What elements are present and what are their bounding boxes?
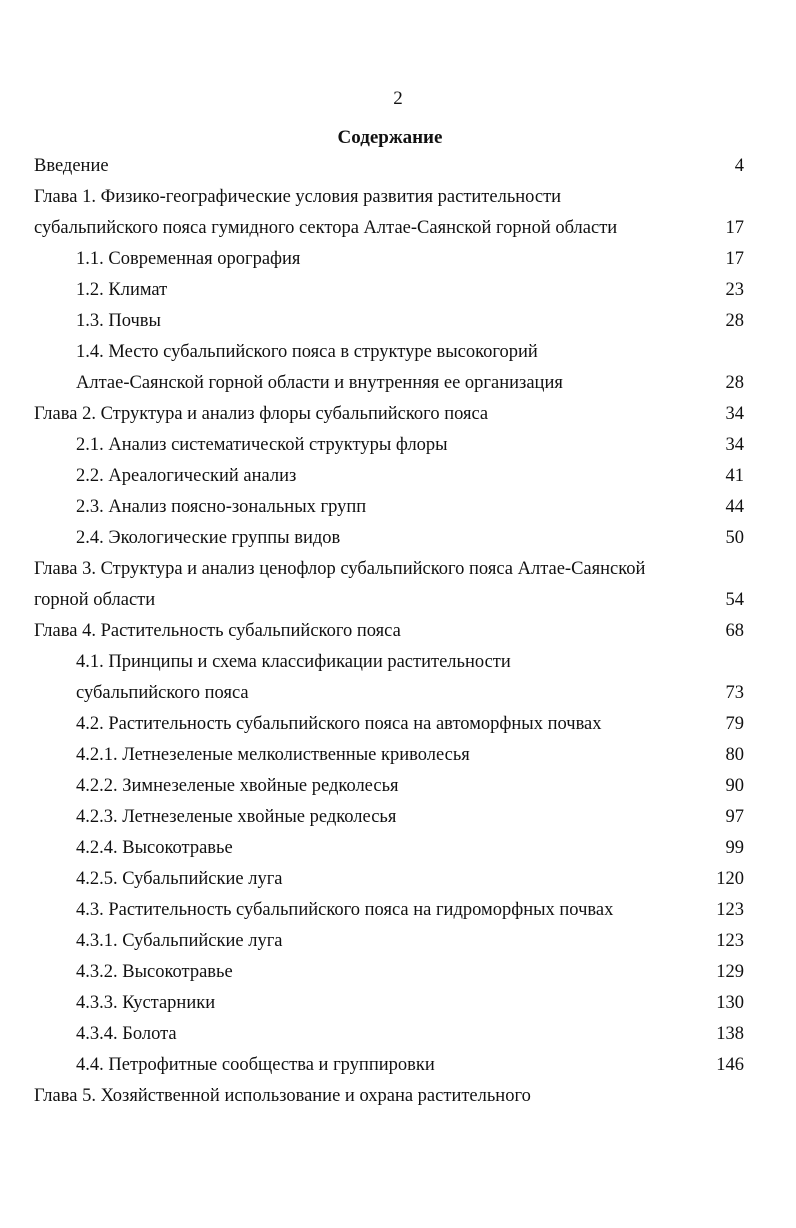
toc-entry [0,430,796,461]
toc-entry-text: 4.3.2. Высокотравье [76,962,233,982]
toc-entry [0,461,796,492]
page-number: 2 [393,88,403,109]
toc-entry [0,988,796,1019]
toc-entry [0,554,796,616]
toc-entry-text: 4.4. Петрофитные сообщества и группировки [76,1055,435,1075]
toc-entry-text: Глава 3. Структура и анализ ценофлор субальпийского пояса Алтае-Саянской горной области [34,559,646,610]
toc-entry [0,802,796,833]
toc-entry [0,1081,796,1112]
toc-entry-page: 34 [725,404,744,424]
toc-entry [0,957,796,988]
toc-entry [0,647,796,709]
toc-entry [0,833,796,864]
toc-entry-text: 4.2.4. Высокотравье [76,838,233,858]
toc-entry-text: 2.1. Анализ систематической структуры флоры [76,435,448,455]
toc-entry-page: 90 [725,776,744,796]
page-title: Содержание [337,127,443,148]
toc-entry [0,895,796,926]
toc-entry-text: Глава 1. Физико-географические условия развития растительности субальпийского пояса гумидного сектора Алтае-Саянской горной области [34,187,618,238]
toc-entry [0,244,796,275]
toc-entry [0,306,796,337]
toc-entry [0,864,796,895]
toc-entry-text: 4.2. Растительность субальпийского пояса на автоморфных почвах [76,714,602,734]
toc-entry-text: 2.3. Анализ поясно-зональных групп [76,497,367,517]
toc-entry-page: 129 [716,962,744,982]
toc-entry-text: 4.3.3. Кустарники [76,993,216,1013]
toc-entry-text: 2.4. Экологические группы видов [76,528,341,548]
toc-entry-page: 54 [725,590,744,610]
toc-entry [0,275,796,306]
toc-entry-text: 1.2. Климат [76,280,168,300]
toc-entry-text: 4.1. Принципы и схема классификации растительности субальпийского пояса [76,652,511,703]
toc-entry-page: 23 [725,280,744,300]
table-of-contents [0,151,796,1112]
toc-entry [0,399,796,430]
toc-entry-page: 41 [725,466,744,486]
toc-entry-page: 44 [725,497,744,517]
toc-entry [0,182,796,244]
toc-entry [0,492,796,523]
toc-entry [0,1019,796,1050]
toc-entry-text: Введение [34,156,109,176]
toc-entry-text: 4.2.5. Субальпийские луга [76,869,283,889]
toc-entry-page: 123 [716,931,744,951]
toc-entry-page: 68 [725,621,744,641]
toc-entry-page: 50 [725,528,744,548]
toc-entry [0,151,796,182]
toc-entry-text: 1.1. Современная орография [76,249,301,269]
toc-entry [0,771,796,802]
toc-entry-page: 34 [725,435,744,455]
toc-entry-text: Глава 5. Хозяйственной использование и охрана растительного [34,1086,531,1106]
toc-entry-page: 79 [725,714,744,734]
toc-entry-text: 4.3.1. Субальпийские луга [76,931,283,951]
toc-entry-page: 28 [725,311,744,331]
toc-entry [0,1050,796,1081]
toc-entry-page: 80 [725,745,744,765]
toc-entry-text: 4.3. Растительность субальпийского пояса на гидроморфных почвах [76,900,614,920]
toc-entry-text: 2.2. Ареалогический анализ [76,466,297,486]
toc-entry-text: Глава 2. Структура и анализ флоры субальпийского пояса [34,404,489,424]
toc-entry [0,523,796,554]
toc-entry-page: 28 [725,373,744,393]
toc-entry-page: 17 [725,249,744,269]
toc-entry [0,709,796,740]
toc-entry [0,337,796,399]
toc-entry-page: 17 [725,218,744,238]
toc-entry-page: 4 [734,156,744,176]
toc-entry-page: 97 [725,807,744,827]
toc-entry-text: 4.2.3. Летнезеленые хвойные редколесья [76,807,397,827]
toc-entry-text: 4.3.4. Болота [76,1024,177,1044]
toc-entry [0,926,796,957]
toc-entry-text: 4.2.1. Летнезеленые мелколиственные криволесья [76,745,470,765]
toc-entry-page: 138 [716,1024,744,1044]
toc-entry [0,616,796,647]
toc-entry-page: 73 [725,683,744,703]
toc-entry-page: 146 [716,1055,744,1075]
toc-entry-page: 130 [716,993,744,1013]
toc-entry-page: 99 [725,838,744,858]
toc-entry-text: 1.3. Почвы [76,311,161,331]
toc-entry-text: 4.2.2. Зимнезеленые хвойные редколесья [76,776,399,796]
toc-entry [0,740,796,771]
toc-entry-text: Глава 4. Растительность субальпийского пояса [34,621,401,641]
toc-entry-page: 123 [716,900,744,920]
toc-entry-text: 1.4. Место субальпийского пояса в структуре высокогорий Алтае-Саянской горной области и внутренняя ее организация [76,342,563,393]
toc-entry-page: 120 [716,869,744,889]
